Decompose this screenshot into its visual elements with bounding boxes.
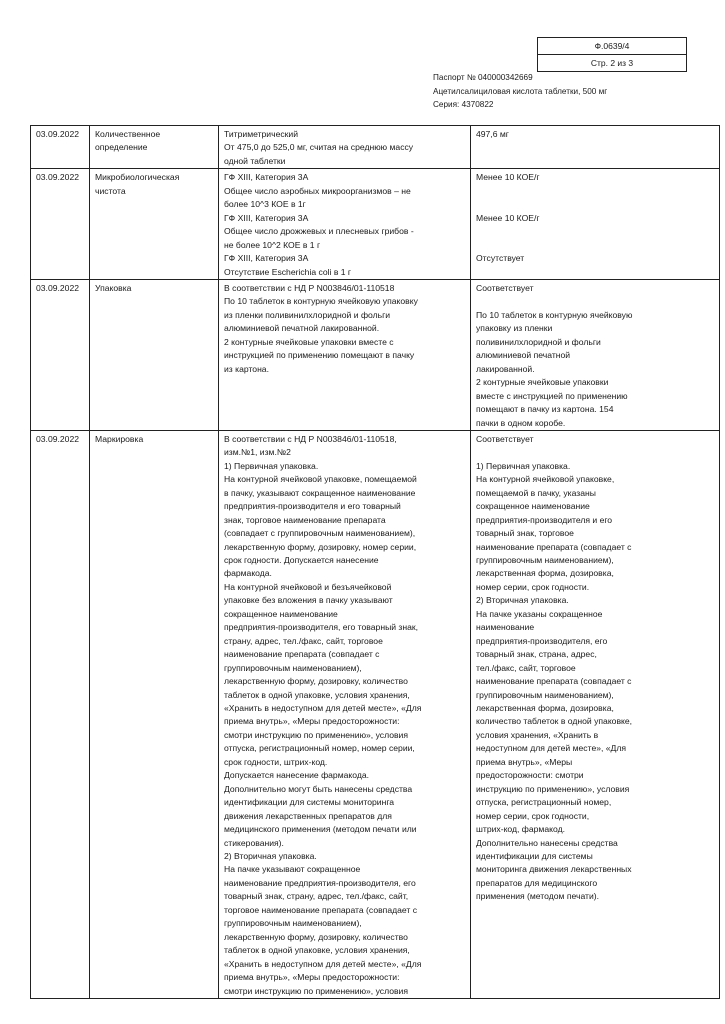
cell-line: не более 10^2 КОЕ в 1 г: [224, 239, 321, 250]
cell-line: вместе с инструкцией по применению: [476, 390, 628, 401]
results-table: [30, 125, 720, 999]
cell-line: 2 контурные ячейковые упаковки вместе с: [224, 336, 394, 347]
page-number: Стр. 2 из 3: [538, 54, 686, 71]
cell-line: ГФ XIII, Категория 3А: [224, 253, 309, 264]
requirement-cell: [219, 126, 471, 169]
cell-line: номер серии, срок годности.: [476, 581, 590, 592]
cell-line: наименование препарата (совпадает с: [476, 541, 632, 552]
date-cell: 03.09.2022: [31, 126, 90, 169]
cell-line: помещаемой в пачку, указаны: [476, 487, 596, 498]
cell-line: наименование препарата (совпадает с: [476, 676, 632, 687]
cell-line: смотри инструкцию по применению», условия: [224, 985, 408, 996]
cell-line: 2) Вторичная упаковка.: [476, 595, 569, 606]
cell-line: На контурной ячейковой упаковке, помещаемой: [224, 474, 417, 485]
cell-line: По 10 таблеток в контурную ячейковую упаковку: [224, 296, 418, 307]
requirement-cell: [219, 279, 471, 430]
cell-line: 2) Вторичная упаковка.: [224, 851, 317, 861]
cell-line: На пачке указаны сокращенное: [476, 608, 603, 619]
cell-line: [476, 446, 716, 459]
test-cell: [90, 126, 219, 169]
form-code: Ф.0639/4: [594, 41, 630, 51]
cell-line: лакированной.: [476, 363, 535, 374]
cell-line: медицинского применения (методом печати или: [224, 824, 417, 835]
cell-line: упаковке без вложения в пачку указывают: [224, 595, 393, 606]
cell-line: 1) Первичная упаковка.: [224, 460, 319, 471]
cell-line: 2 контурные ячейковые упаковки: [476, 377, 609, 388]
test-cell: [90, 169, 219, 280]
cell-line: алюминиевой печатной лакированной.: [224, 323, 380, 334]
cell-line: предприятия-производителя, его товарный знак,: [224, 622, 419, 633]
cell-line: На пачке указывают сокращенное: [224, 864, 361, 875]
result-cell: [471, 279, 720, 430]
result-cell: [471, 430, 720, 998]
cell-line: приема внутрь», «Меры предосторожности:: [224, 972, 400, 983]
date-cell: 03.09.2022: [31, 169, 90, 280]
cell-line: применения (методом печати).: [476, 891, 600, 902]
cell-line: лекарственную форму, дозировку, номер серии,: [224, 541, 417, 552]
passport-number: Паспорт № 040000342669: [433, 73, 533, 82]
cell-line: предприятия-производителя, его: [476, 635, 608, 646]
test-cell: [90, 279, 219, 430]
table-row: [31, 430, 720, 998]
cell-line: таблеток в одной упаковке, условия хранения,: [224, 945, 410, 956]
cell-line: Маркировка: [95, 433, 144, 444]
cell-line: алюминиевой печатной: [476, 350, 571, 361]
cell-line: Соответствует: [476, 433, 534, 444]
cell-line: В соответствии с НД Р N003846/01-110518,: [224, 433, 397, 444]
passport-header: [433, 71, 607, 112]
cell-line: идентификации для системы: [476, 850, 593, 861]
cell-line: смотри инструкцию по применению», условия: [224, 729, 408, 740]
cell-line: инструкцию по применению», условия: [476, 783, 630, 794]
cell-line: лекарственную форму, дозировку, количество: [224, 676, 408, 687]
cell-line: изм.№1, изм.№2: [224, 447, 291, 458]
cell-line: На контурной ячейковой упаковке,: [476, 474, 615, 485]
cell-line: движения лекарственных препаратов для: [224, 810, 392, 821]
cell-line: недоступном для детей месте», «Для: [476, 743, 627, 754]
requirement-cell: [219, 169, 471, 280]
cell-line: Отсутствует: [476, 253, 525, 264]
cell-line: приема внутрь», «Меры: [476, 756, 573, 767]
product-name: Ацетилсалициловая кислота таблетки, 500 мг: [433, 86, 608, 96]
date-cell: 03.09.2022: [31, 279, 90, 430]
cell-line: группировочным наименованием),: [224, 918, 362, 929]
cell-line: условия хранения, «Хранить в: [476, 729, 599, 740]
cell-line: количество таблеток в одной упаковке,: [476, 716, 633, 727]
cell-line: лекарственная форма, дозировка,: [476, 703, 614, 713]
cell-line: предосторожности: смотри: [476, 770, 584, 781]
result-cell: [471, 126, 720, 169]
series-number: Серия: 4370822: [433, 100, 494, 109]
cell-line: номер серии, срок годности,: [476, 810, 590, 821]
requirement-cell: [219, 430, 471, 998]
cell-line: идентификации для системы мониторинга: [224, 797, 395, 808]
cell-line: (совпадает с группировочным наименованием),: [224, 528, 416, 539]
cell-line: 1) Первичная упаковка.: [476, 460, 571, 471]
form-code-box: [537, 37, 687, 72]
cell-line: сокращенное наименование: [476, 501, 590, 512]
cell-line: Менее 10 КОЕ/г: [476, 212, 540, 223]
cell-line: «Хранить в недоступном для детей месте», «Для: [224, 958, 422, 969]
cell-line: товарный знак, торговое: [476, 528, 574, 539]
cell-line: тел./факс, сайт, торговое: [476, 662, 576, 673]
cell-line: сокращенное наименование: [224, 608, 338, 619]
cell-line: 497,6 мг: [476, 129, 509, 139]
cell-line: [476, 225, 716, 238]
cell-line: группировочным наименованием),: [476, 555, 614, 566]
cell-line: торговое наименование препарата (совпадает с: [224, 904, 418, 915]
cell-line: упаковку из пленки: [476, 323, 553, 334]
table-row: [31, 169, 720, 280]
cell-line: препаратов для медицинского: [476, 877, 598, 888]
cell-line: [476, 239, 716, 252]
cell-line: фармакода.: [224, 568, 272, 579]
cell-line: Количественное: [95, 129, 161, 139]
cell-line: пачки в одном коробе.: [476, 417, 566, 428]
cell-line: срок годности, штрих-код.: [224, 756, 328, 767]
cell-line: штрих-код, фармакод.: [476, 824, 565, 835]
cell-line: одной таблетки: [224, 155, 286, 166]
cell-line: таблеток в одной упаковке, условия хранения,: [224, 689, 410, 700]
cell-line: стикерования).: [224, 837, 284, 848]
cell-line: предприятия-производителя и его товарный: [224, 501, 401, 512]
cell-line: страну, адрес, тел./факс, сайт, торговое: [224, 635, 383, 646]
cell-line: Отсутствие Escherichia coli в 1 г: [224, 266, 352, 277]
cell-line: приема внутрь», «Меры предосторожности:: [224, 716, 400, 727]
cell-line: отпуска, регистрационный номер, номер серии,: [224, 743, 415, 754]
cell-line: От 475,0 до 525,0 мг, считая на среднюю массу: [224, 142, 414, 153]
cell-line: В соответствии с НД Р N003846/01-110518: [224, 282, 395, 293]
cell-line: Дополнительно могут быть нанесены средства: [224, 783, 413, 794]
cell-line: чистота: [95, 185, 126, 196]
cell-line: Общее число дрожжевых и плесневых грибов -: [224, 226, 414, 237]
cell-line: лекарственная форма, дозировка,: [476, 568, 614, 579]
cell-line: лекарственную форму, дозировку, количество: [224, 931, 408, 942]
cell-line: поливинилхлоридной и фольги: [476, 336, 601, 347]
cell-line: наименование: [476, 622, 535, 633]
cell-line: товарный знак, страна, адрес,: [476, 649, 597, 660]
result-cell: [471, 169, 720, 280]
cell-line: [476, 198, 716, 211]
cell-line: наименование предприятия-производителя, его: [224, 877, 416, 888]
cell-line: ГФ XIII, Категория 3А: [224, 212, 309, 223]
cell-line: Соответствует: [476, 282, 534, 293]
cell-line: предприятия-производителя и его: [476, 514, 613, 525]
cell-line: группировочным наименованием),: [224, 662, 362, 673]
table-row: [31, 126, 720, 169]
cell-line: отпуска, регистрационный номер,: [476, 797, 612, 808]
cell-line: Менее 10 КОЕ/г: [476, 172, 540, 183]
cell-line: группировочным наименованием),: [476, 689, 614, 700]
table-row: [31, 279, 720, 430]
cell-line: Допускается нанесение фармакода.: [224, 770, 370, 781]
cell-line: Дополнительно нанесены средства: [476, 837, 618, 848]
cell-line: более 10^3 КОЕ в 1г: [224, 199, 306, 210]
cell-line: На контурной ячейковой и безъячейковой: [224, 581, 392, 592]
cell-line: определение: [95, 142, 148, 153]
cell-line: ГФ XIII, Категория 3А: [224, 172, 309, 183]
cell-line: Упаковка: [95, 282, 132, 293]
cell-line: Общее число аэробных микроорганизмов – не: [224, 185, 411, 196]
cell-line: товарный знак, страну, адрес, тел./факс, сайт,: [224, 891, 409, 902]
cell-line: Титриметрический: [224, 129, 299, 139]
date-cell: 03.09.2022: [31, 430, 90, 998]
cell-line: мониторинга движения лекарственных: [476, 864, 632, 875]
cell-line: срок годности. Допускается нанесение: [224, 555, 379, 566]
cell-line: знак, торговое наименование препарата: [224, 514, 386, 525]
cell-line: из пленки поливинилхлоридной и фольги: [224, 309, 391, 320]
cell-line: инструкцией по применению помещают в пачку: [224, 350, 415, 361]
cell-line: Микробиологическая: [95, 172, 180, 183]
cell-line: [476, 185, 716, 198]
cell-line: в пачку, указывают сокращенное наименование: [224, 487, 416, 498]
cell-line: [476, 295, 716, 308]
cell-line: помещают в пачку из картона. 154: [476, 404, 614, 415]
test-cell: [90, 430, 219, 998]
cell-line: наименование препарата (совпадает с: [224, 649, 380, 660]
cell-line: По 10 таблеток в контурную ячейковую: [476, 309, 633, 320]
cell-line: из картона.: [224, 363, 269, 374]
cell-line: «Хранить в недоступном для детей месте», «Для: [224, 703, 422, 714]
